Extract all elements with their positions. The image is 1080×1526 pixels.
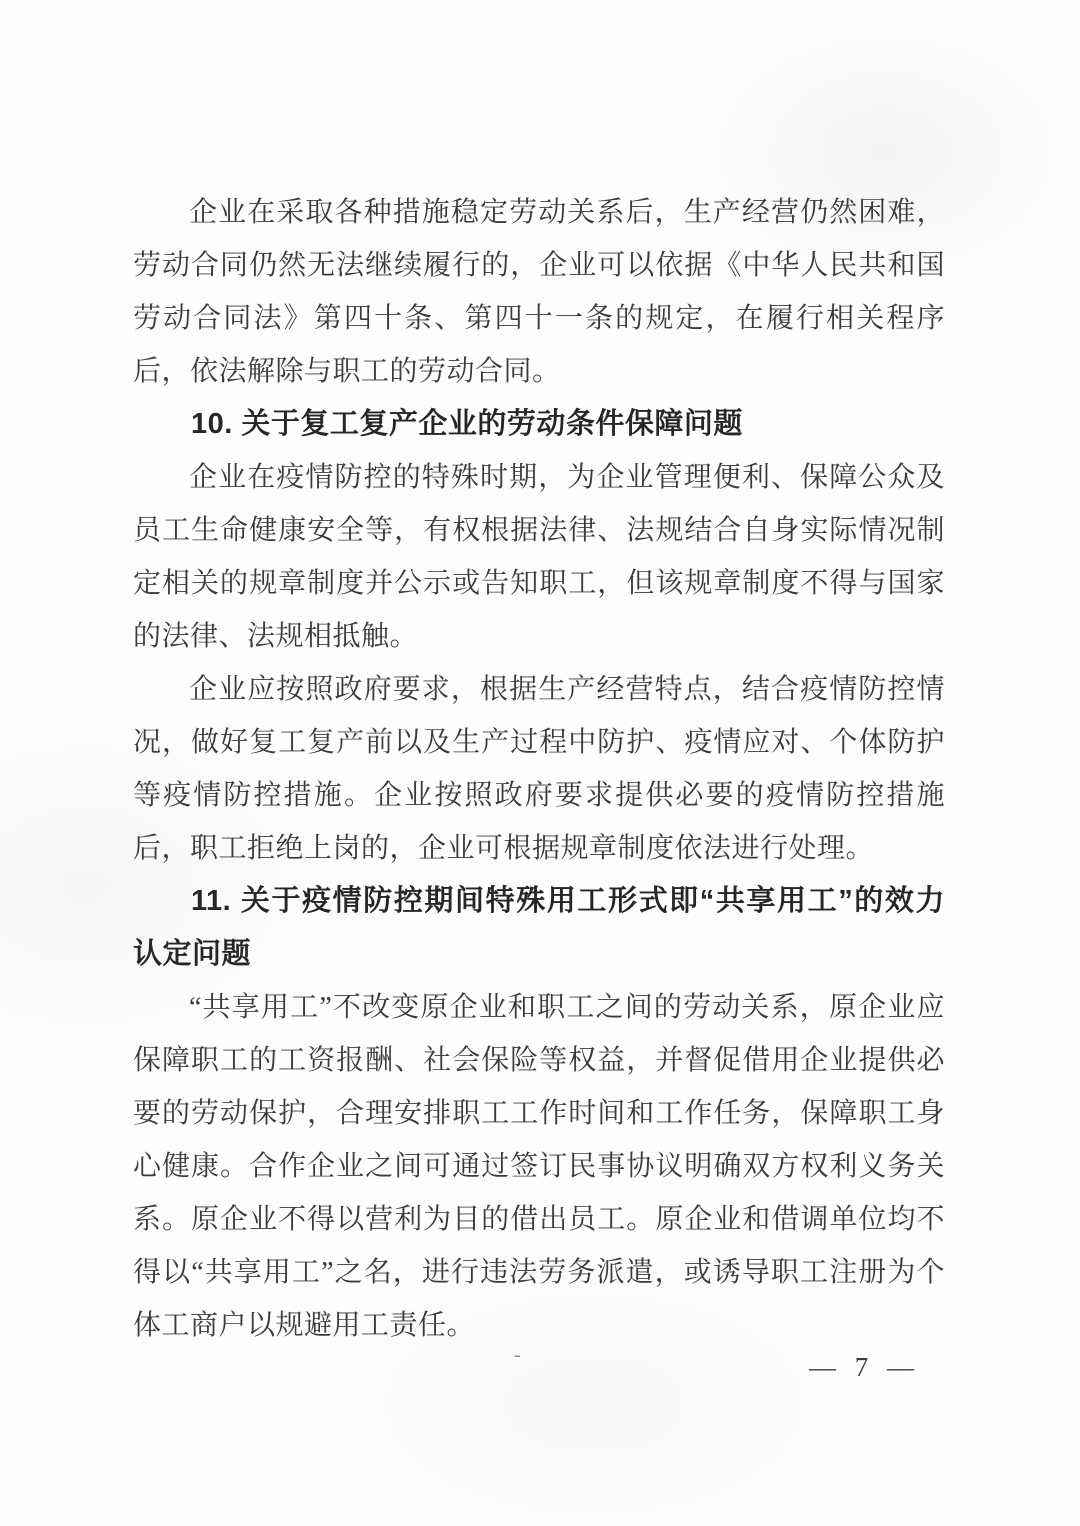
section-heading-11: 11. 关于疫情防控期间特殊用工形式即“共享用工”的效力认定问题: [133, 885, 945, 970]
section-heading-10: 10. 关于复工复产企业的劳动条件保障问题: [191, 408, 743, 440]
page-number: — 7 —: [809, 1352, 920, 1382]
paragraph-rules-formulation: 企业在疫情防控的特殊时期，为企业管理便利、保障公众及员工生命健康安全等，有权根据法律、法规结合自身实际情况制定相关的规章制度并公示或告知职工，但该规章制度不得与国家的法律、法规相抵触。: [133, 462, 945, 652]
scan-artifact-mark: -: [514, 1344, 521, 1366]
paragraph-shared-employment: “共享用工”不改变原企业和职工之间的劳动关系，原企业应保障职工的工资报酬、社会保险等权益，并督促借用企业提供必要的劳动保护，合理安排职工工作时间和工作任务，保障职工身心健康。合作企业之间可通过签订民事协议明确双方权利义务关系。原企业不得以营利为目的借出员工。原企业和借调单位均不得以“共享用工”之名，进行违法劳务派遣，或诱导职工注册为个体工商户以规避用工责任。: [133, 992, 945, 1341]
paragraph-contract-termination: 企业在采取各种措施稳定劳动关系后，生产经营仍然困难，劳动合同仍然无法继续履行的，企业可以依据《中华人民共和国劳动合同法》第四十条、第四十一条的规定，在履行相关程序后，依法解除与职工的劳动合同。: [133, 197, 945, 387]
paragraph-epidemic-prevention-measures: 企业应按照政府要求，根据生产经营特点，结合疫情防控情况，做好复工复产前以及生产过程中防护、疫情应对、个体防护等疫情防控措施。企业按照政府要求提供必要的疫情防控措施后，职工拒绝上岗的，企业可根据规章制度依法进行处理。: [133, 674, 945, 864]
document-body: [133, 186, 945, 1352]
